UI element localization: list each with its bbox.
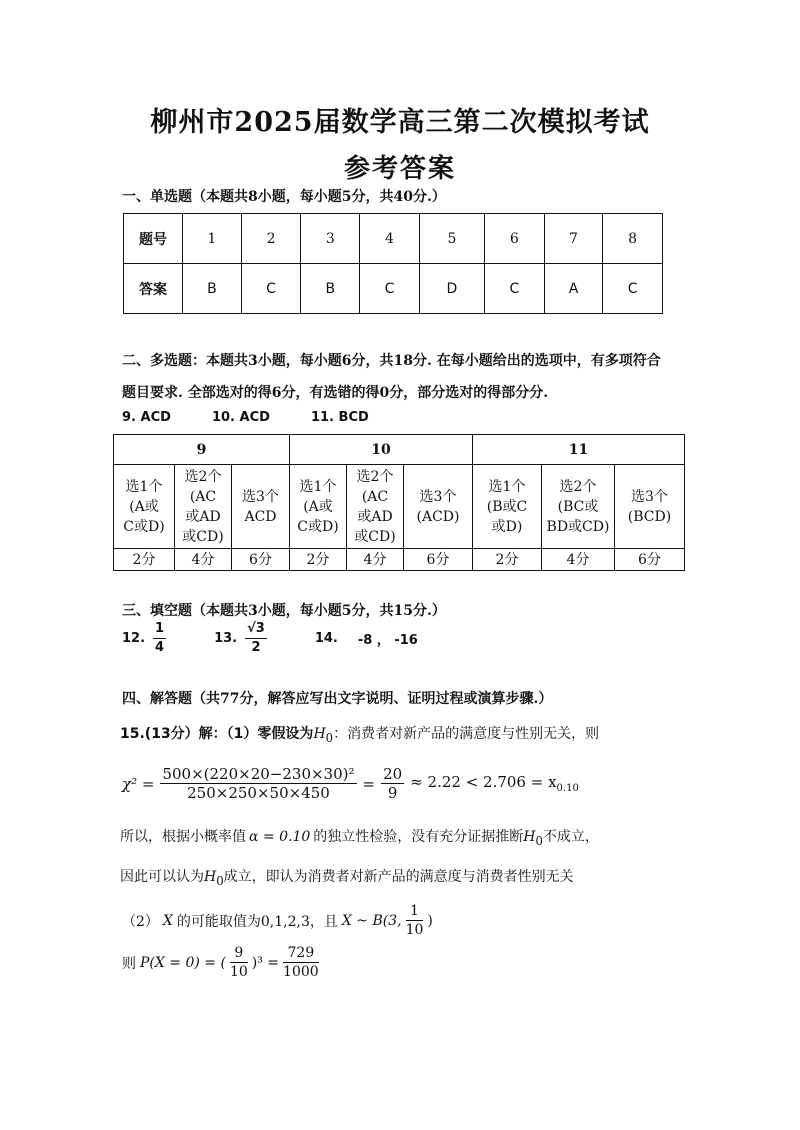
answer-cell: C	[360, 264, 420, 314]
probability-result-numerator: 729	[283, 944, 319, 963]
binomial-prob-numerator: 1	[406, 902, 424, 921]
score-cell: 6分	[615, 549, 685, 571]
conclusion-text: 所以，根据小概率值	[120, 829, 246, 845]
section4-heading: 四、解答题（共77分，解答应写出文字说明、证明过程或演算步骤.）	[122, 691, 553, 707]
score-cell: 2分	[114, 549, 175, 571]
q12-fraction	[153, 620, 166, 657]
score-cell: 4分	[347, 549, 404, 571]
question-number: 2	[241, 214, 301, 264]
q12-label: 12.	[122, 631, 146, 646]
part2-text: 的可能取值为0,1,2,3，且	[176, 913, 338, 930]
answer-cell: B	[301, 264, 360, 314]
binomial-close: )	[427, 912, 433, 929]
question-number: 5	[419, 214, 484, 264]
question-header: 10	[290, 435, 473, 465]
score-cell: 6分	[232, 549, 290, 571]
probability-line	[122, 944, 319, 981]
row-label: 题号	[124, 214, 183, 264]
question-number: 7	[544, 214, 603, 264]
chi-square-formula	[122, 765, 579, 802]
chi-tail-subscript: 0.10	[556, 783, 579, 794]
summary-item: 11. BCD	[310, 410, 369, 425]
probability-mid: )³ =	[251, 954, 280, 971]
option-cell: 选2个 (BC或 BD或CD)	[542, 465, 615, 549]
option-row	[114, 465, 685, 549]
score-cell: 6分	[404, 549, 473, 571]
option-cell: 选2个 (AC 或AD 或CD)	[175, 465, 232, 549]
q13-numerator: √3	[245, 620, 267, 639]
alpha-value: α = 0.10	[249, 829, 311, 845]
binomial-prob-fraction	[406, 902, 424, 939]
chi-equals: =	[362, 774, 376, 793]
score-cell: 2分	[290, 549, 347, 571]
chi-lhs: χ² =	[122, 774, 155, 793]
probability-prefix: 则	[122, 955, 136, 972]
q15-intro-text: 15.(13分）解：（1）零假设为	[120, 726, 314, 742]
question-number: 8	[603, 214, 663, 264]
q13-denominator: 2	[251, 640, 261, 655]
answer-cell: C	[241, 264, 301, 314]
q12-numerator: 1	[153, 620, 166, 639]
option-cell: 选1个 (A或 C或D)	[114, 465, 175, 549]
probability-base-numerator: 9	[230, 944, 248, 963]
row-label: 答案	[124, 264, 183, 314]
question-number: 6	[485, 214, 545, 264]
q15-intro	[120, 723, 599, 745]
option-cell: 选3个 (BCD)	[615, 465, 685, 549]
conclusion-line-1	[120, 826, 599, 848]
page-subtitle: 参考答案	[343, 154, 456, 184]
section2-heading-line1: 二、多选题：本题共3小题，每小题6分，共18分. 在每小题给出的选项中，有多项符合	[122, 353, 661, 369]
chi-result-denominator: 9	[387, 784, 398, 802]
score-cell: 2分	[473, 549, 542, 571]
section1-heading: 一、单选题（本题共8小题，每小题5分，共40分.）	[122, 189, 446, 205]
q12-denominator: 4	[155, 640, 165, 655]
q14-label: 14.	[314, 631, 338, 646]
multi-choice-scoring-table	[113, 434, 685, 571]
part2-line	[122, 902, 433, 939]
question-header-row	[114, 435, 685, 465]
multi-answer-summary	[122, 410, 369, 425]
probability-base-fraction	[230, 944, 248, 981]
binomial-prob-denominator: 10	[405, 922, 424, 938]
page-title: 柳州市2025届数学高三第二次模拟考试	[150, 107, 650, 138]
chi-tail: ≈ 2.22 < 2.706 = x	[410, 773, 557, 791]
question-header: 9	[114, 435, 290, 465]
conclusion-text: 的独立性检验，没有充分证据推断	[313, 829, 524, 845]
score-cell: 4分	[542, 549, 615, 571]
h0-symbol: H	[313, 726, 326, 742]
summary-item: 10. ACD	[211, 410, 270, 425]
chi-denominator: 250×250×50×450	[187, 784, 330, 802]
conclusion-text: 不成立，	[542, 829, 599, 845]
section2-heading-line2: 题目要求. 全部选对的得6分，有选错的得0分，部分选对的得部分分.	[122, 385, 549, 401]
question-number: 3	[301, 214, 360, 264]
conclusion-text: 成立，即认为消费者对新产品的满意度与消费者性别无关	[223, 869, 574, 885]
question-header: 11	[473, 435, 685, 465]
h0-subscript: 0	[535, 833, 543, 848]
binomial-dist: X ~ B(3,	[341, 912, 402, 929]
option-cell: 选2个 (AC 或AD 或CD)	[347, 465, 404, 549]
option-cell: 选3个 ACD	[232, 465, 290, 549]
score-cell: 4分	[175, 549, 232, 571]
chi-result-fraction	[381, 765, 404, 802]
chi-numerator: 500×(220×20−230×30)²	[162, 765, 355, 783]
q15-intro-tail: ：消费者对新产品的满意度与性别无关，则	[333, 726, 600, 742]
score-row	[114, 549, 685, 571]
fill-answers	[122, 620, 418, 657]
probability-lhs: P(X = 0) = (	[140, 954, 226, 971]
answer-cell: C	[485, 264, 545, 314]
conclusion-line-2	[120, 866, 574, 888]
chi-result-numerator: 20	[383, 765, 403, 783]
option-cell: 选3个 (ACD)	[404, 465, 473, 549]
answer-cell: A	[544, 264, 603, 314]
chi-fraction	[160, 765, 356, 802]
probability-base-denominator: 10	[229, 964, 248, 980]
q13-fraction	[245, 620, 267, 657]
summary-item: 9. ACD	[122, 410, 171, 425]
answer-row	[124, 264, 663, 314]
probability-result-fraction	[283, 944, 319, 981]
q14-answer: -8 ， -16	[357, 633, 418, 648]
conclusion-text: 因此可以认为	[120, 869, 204, 885]
probability-result-denominator: 1000	[283, 964, 319, 980]
h0-subscript: 0	[216, 873, 224, 888]
section3-heading: 三、填空题（本题共3小题，每小题5分，共15分.）	[122, 603, 446, 619]
answer-cell: D	[419, 264, 484, 314]
h0-symbol: H	[204, 869, 217, 885]
question-number-row	[124, 214, 663, 264]
question-number: 4	[360, 214, 420, 264]
q13-label: 13.	[214, 631, 238, 646]
h0-subscript: 0	[325, 730, 334, 745]
x-variable: X	[162, 912, 173, 929]
option-cell: 选1个 (A或 C或D)	[290, 465, 347, 549]
h0-symbol: H	[523, 829, 536, 845]
single-choice-table	[123, 213, 663, 314]
answer-cell: C	[603, 264, 663, 314]
option-cell: 选1个 (B或C 或D)	[473, 465, 542, 549]
question-number: 1	[183, 214, 242, 264]
answer-cell: B	[183, 264, 242, 314]
part2-label: （2）	[122, 913, 159, 930]
